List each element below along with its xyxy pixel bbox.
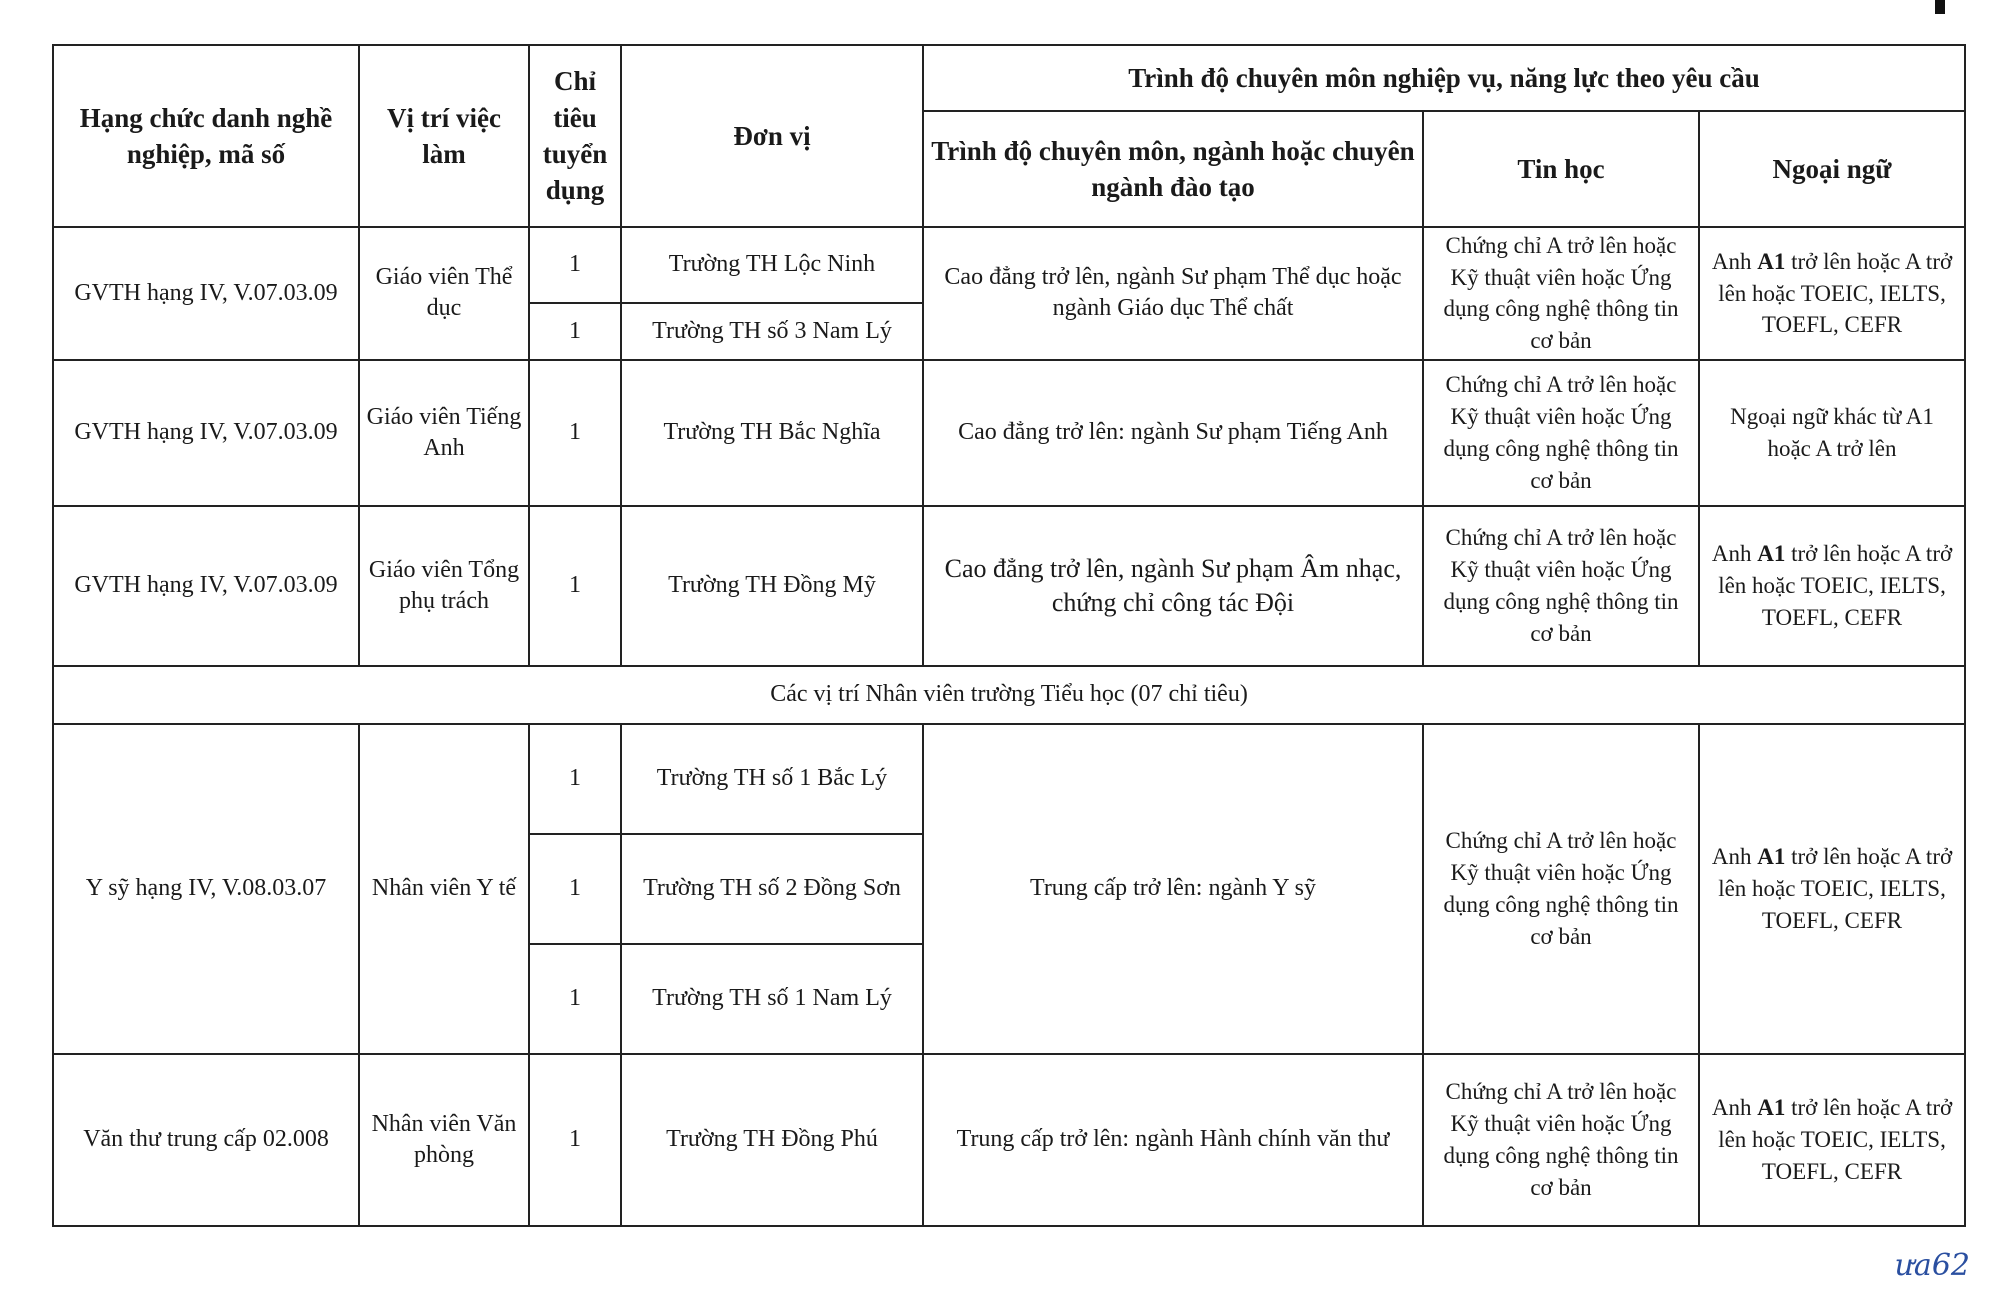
section-row: [53, 666, 1965, 724]
table-row: [53, 227, 1965, 303]
table-row: [53, 360, 1965, 506]
unit-cell: Trường TH số 3 Nam Lý: [621, 303, 923, 360]
position-cell: Nhân viên Y tế: [359, 724, 529, 1054]
language-level: A1: [1757, 248, 1786, 274]
it-cell: Chứng chỉ A trở lên hoặc Kỹ thuật viên hoặc Ứng dụng công nghệ thông tin cơ bản: [1423, 1054, 1699, 1226]
language-prefix: Anh: [1711, 844, 1758, 870]
language-level: A1: [1757, 541, 1786, 567]
major-cell: Trung cấp trở lên: ngành Hành chính văn thư: [923, 1054, 1423, 1226]
header-language: Ngoại ngữ: [1699, 111, 1965, 227]
language-prefix: Anh: [1711, 1095, 1758, 1121]
language-cell: [1699, 506, 1965, 666]
quota-cell: 1: [529, 944, 621, 1054]
language-prefix: Anh: [1711, 248, 1758, 274]
major-cell: Cao đẳng trở lên, ngành Sư phạm Âm nhạc, chứng chỉ công tác Đội: [923, 506, 1423, 666]
unit-cell: Trường TH số 1 Bắc Lý: [621, 724, 923, 834]
unit-cell: Trường TH số 2 Đồng Sơn: [621, 834, 923, 944]
rank-cell: GVTH hạng IV, V.07.03.09: [53, 506, 359, 666]
language-cell: [1699, 1054, 1965, 1226]
quota-cell: 1: [529, 360, 621, 506]
major-cell: Cao đẳng trở lên, ngành Sư phạm Thể dục hoặc ngành Giáo dục Thể chất: [923, 227, 1423, 360]
position-cell: Giáo viên Tổng phụ trách: [359, 506, 529, 666]
rank-cell: Y sỹ hạng IV, V.08.03.07: [53, 724, 359, 1054]
unit-cell: Trường TH Bắc Nghĩa: [621, 360, 923, 506]
header-position: Vị trí việc làm: [359, 45, 529, 227]
header-rank: Hạng chức danh nghề nghiệp, mã số: [53, 45, 359, 227]
header-it: Tin học: [1423, 111, 1699, 227]
table-row: [53, 724, 1965, 834]
quota-cell: 1: [529, 303, 621, 360]
header-quota: Chỉ tiêu tuyển dụng: [529, 45, 621, 227]
position-cell: Giáo viên Thể dục: [359, 227, 529, 360]
unit-cell: Trường TH Đồng Mỹ: [621, 506, 923, 666]
scan-mark: [1935, 0, 1945, 14]
it-cell: Chứng chỉ A trở lên hoặc Kỹ thuật viên hoặc Ứng dụng công nghệ thông tin cơ bản: [1423, 724, 1699, 1054]
major-cell: Trung cấp trở lên: ngành Y sỹ: [923, 724, 1423, 1054]
language-suffix: trở lên hoặc A trở lên hoặc TOEIC, IELTS, TOEFL, CEFR: [1718, 541, 1953, 630]
language-cell: [1699, 227, 1965, 360]
quota-cell: 1: [529, 506, 621, 666]
unit-cell: Trường TH Đồng Phú: [621, 1054, 923, 1226]
language-suffix: trở lên hoặc A trở lên hoặc TOEIC, IELTS, TOEFL, CEFR: [1718, 844, 1953, 933]
rank-cell: Văn thư trung cấp 02.008: [53, 1054, 359, 1226]
quota-cell: 1: [529, 227, 621, 303]
language-suffix: trở lên hoặc A trở lên hoặc TOEIC, IELTS, TOEFL, CEFR: [1718, 1095, 1953, 1184]
position-cell: Giáo viên Tiếng Anh: [359, 360, 529, 506]
section-title: Các vị trí Nhân viên trường Tiểu học (07 chỉ tiêu): [53, 666, 1965, 724]
language-suffix: trở lên hoặc A trở lên hoặc TOEIC, IELTS, TOEFL, CEFR: [1718, 248, 1953, 338]
table-row: [53, 506, 1965, 666]
it-cell: Chứng chỉ A trở lên hoặc Kỹ thuật viên hoặc Ứng dụng công nghệ thông tin cơ bản: [1423, 360, 1699, 506]
header-major: Trình độ chuyên môn, ngành hoặc chuyên ngành đào tạo: [923, 111, 1423, 227]
table-row: [53, 1054, 1965, 1226]
language-level: A1: [1757, 1095, 1786, 1121]
language-prefix: Anh: [1711, 541, 1758, 567]
quota-cell: 1: [529, 724, 621, 834]
header-unit: Đơn vị: [621, 45, 923, 227]
header-row: [53, 45, 1965, 111]
it-cell: Chứng chỉ A trở lên hoặc Kỹ thuật viên hoặc Ứng dụng công nghệ thông tin cơ bản: [1423, 506, 1699, 666]
it-cell: Chứng chỉ A trở lên hoặc Kỹ thuật viên hoặc Ứng dụng công nghệ thông tin cơ bản: [1423, 227, 1699, 360]
language-cell: [1699, 724, 1965, 1054]
handwritten-signature: ưa62: [1894, 1248, 1970, 1283]
recruitment-table: [52, 44, 1966, 1227]
rank-cell: GVTH hạng IV, V.07.03.09: [53, 360, 359, 506]
unit-cell: Trường TH Lộc Ninh: [621, 227, 923, 303]
position-cell: Nhân viên Văn phòng: [359, 1054, 529, 1226]
quota-cell: 1: [529, 1054, 621, 1226]
header-requirements: Trình độ chuyên môn nghiệp vụ, năng lực theo yêu cầu: [923, 45, 1965, 111]
rank-cell: GVTH hạng IV, V.07.03.09: [53, 227, 359, 360]
language-level: A1: [1757, 844, 1786, 870]
major-cell: Cao đẳng trở lên: ngành Sư phạm Tiếng Anh: [923, 360, 1423, 506]
quota-cell: 1: [529, 834, 621, 944]
language-cell: Ngoại ngữ khác từ A1 hoặc A trở lên: [1699, 360, 1965, 506]
unit-cell: Trường TH số 1 Nam Lý: [621, 944, 923, 1054]
